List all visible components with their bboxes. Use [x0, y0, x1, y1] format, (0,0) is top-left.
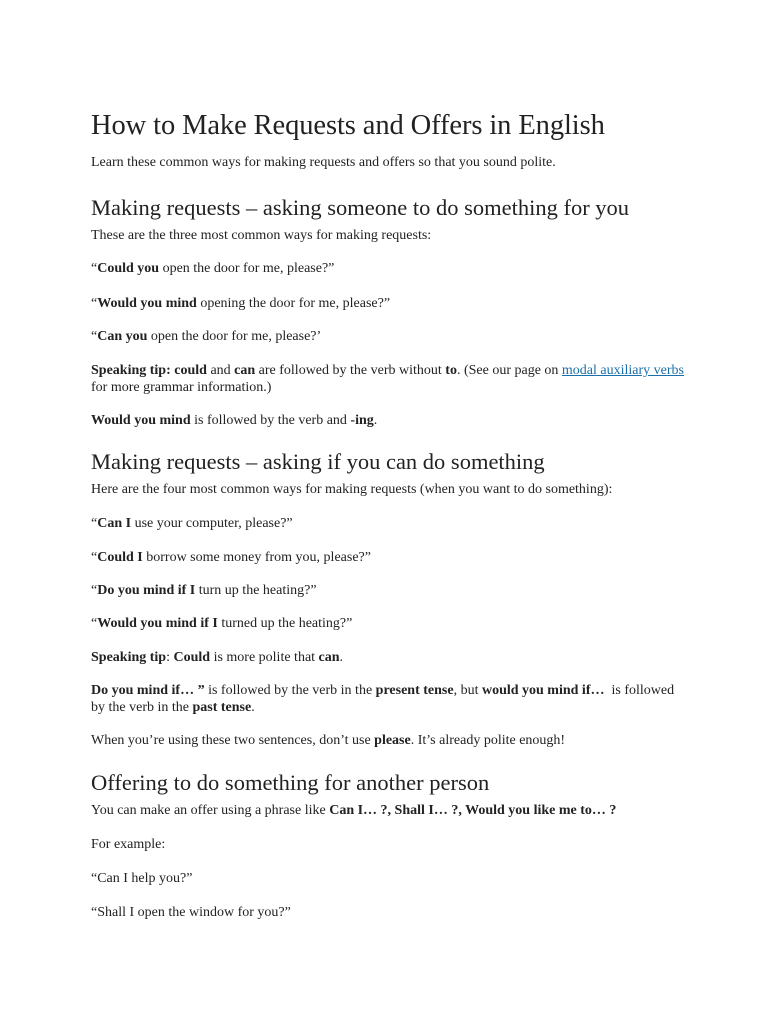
example-would-you-mind: “Would you mind opening the door for me, please?”: [91, 296, 391, 311]
example-shall-i-open-window: “Shall I open the window for you?”: [91, 905, 291, 920]
section1-lead: These are the three most common ways for making requests:: [91, 228, 432, 243]
example-can-i-help-you: “Can I help you?”: [91, 871, 193, 886]
section2-lead: Here are the four most common ways for making requests (when you want to do something):: [91, 482, 613, 497]
for-example-label: For example:: [91, 837, 166, 852]
please-note: When you’re using these two sentences, don’t use please. It’s already polite enough!: [91, 733, 566, 748]
example-could-you: “Could you open the door for me, please?”: [91, 261, 335, 276]
example-can-you: “Can you open the door for me, please?’: [91, 329, 322, 344]
example-could-i: “Could I borrow some money from you, please?”: [91, 550, 371, 565]
page-title: How to Make Requests and Offers in English: [91, 110, 605, 141]
section-heading-requests-for-you: Making requests – asking someone to do something for you: [91, 195, 630, 220]
example-do-you-mind-if-i: “Do you mind if I turn up the heating?”: [91, 583, 317, 598]
section-heading-offering: Offering to do something for another person: [91, 770, 490, 795]
example-would-you-mind-if-i: “Would you mind if I turned up the heating?”: [91, 616, 353, 631]
document-page: [91, 108, 691, 921]
example-can-i: “Can I use your computer, please?”: [91, 516, 293, 531]
modal-auxiliary-verbs-link[interactable]: modal auxiliary verbs: [561, 363, 684, 378]
section3-lead: You can make an offer using a phrase like Can I… ?, Shall I… ?, Would you like me to… ?: [91, 803, 617, 818]
speaking-tip-modal: Speaking tip: could and can are followed by the verb without to. (See our page on modal auxiliary verbs for more grammar information.): [91, 363, 684, 395]
section-heading-requests-can-i: Making requests – asking if you can do something: [91, 449, 545, 474]
tense-note: Do you mind if… ” is followed by the verb in the present tense, but would you mind if… is followed by the verb in the past tense.: [91, 683, 678, 715]
speaking-tip-could: Speaking tip: Could is more polite that can.: [91, 650, 344, 665]
intro-paragraph: Learn these common ways for making requests and offers so that you sound polite.: [91, 155, 556, 170]
would-you-mind-note: Would you mind is followed by the verb and -ing.: [91, 413, 378, 428]
